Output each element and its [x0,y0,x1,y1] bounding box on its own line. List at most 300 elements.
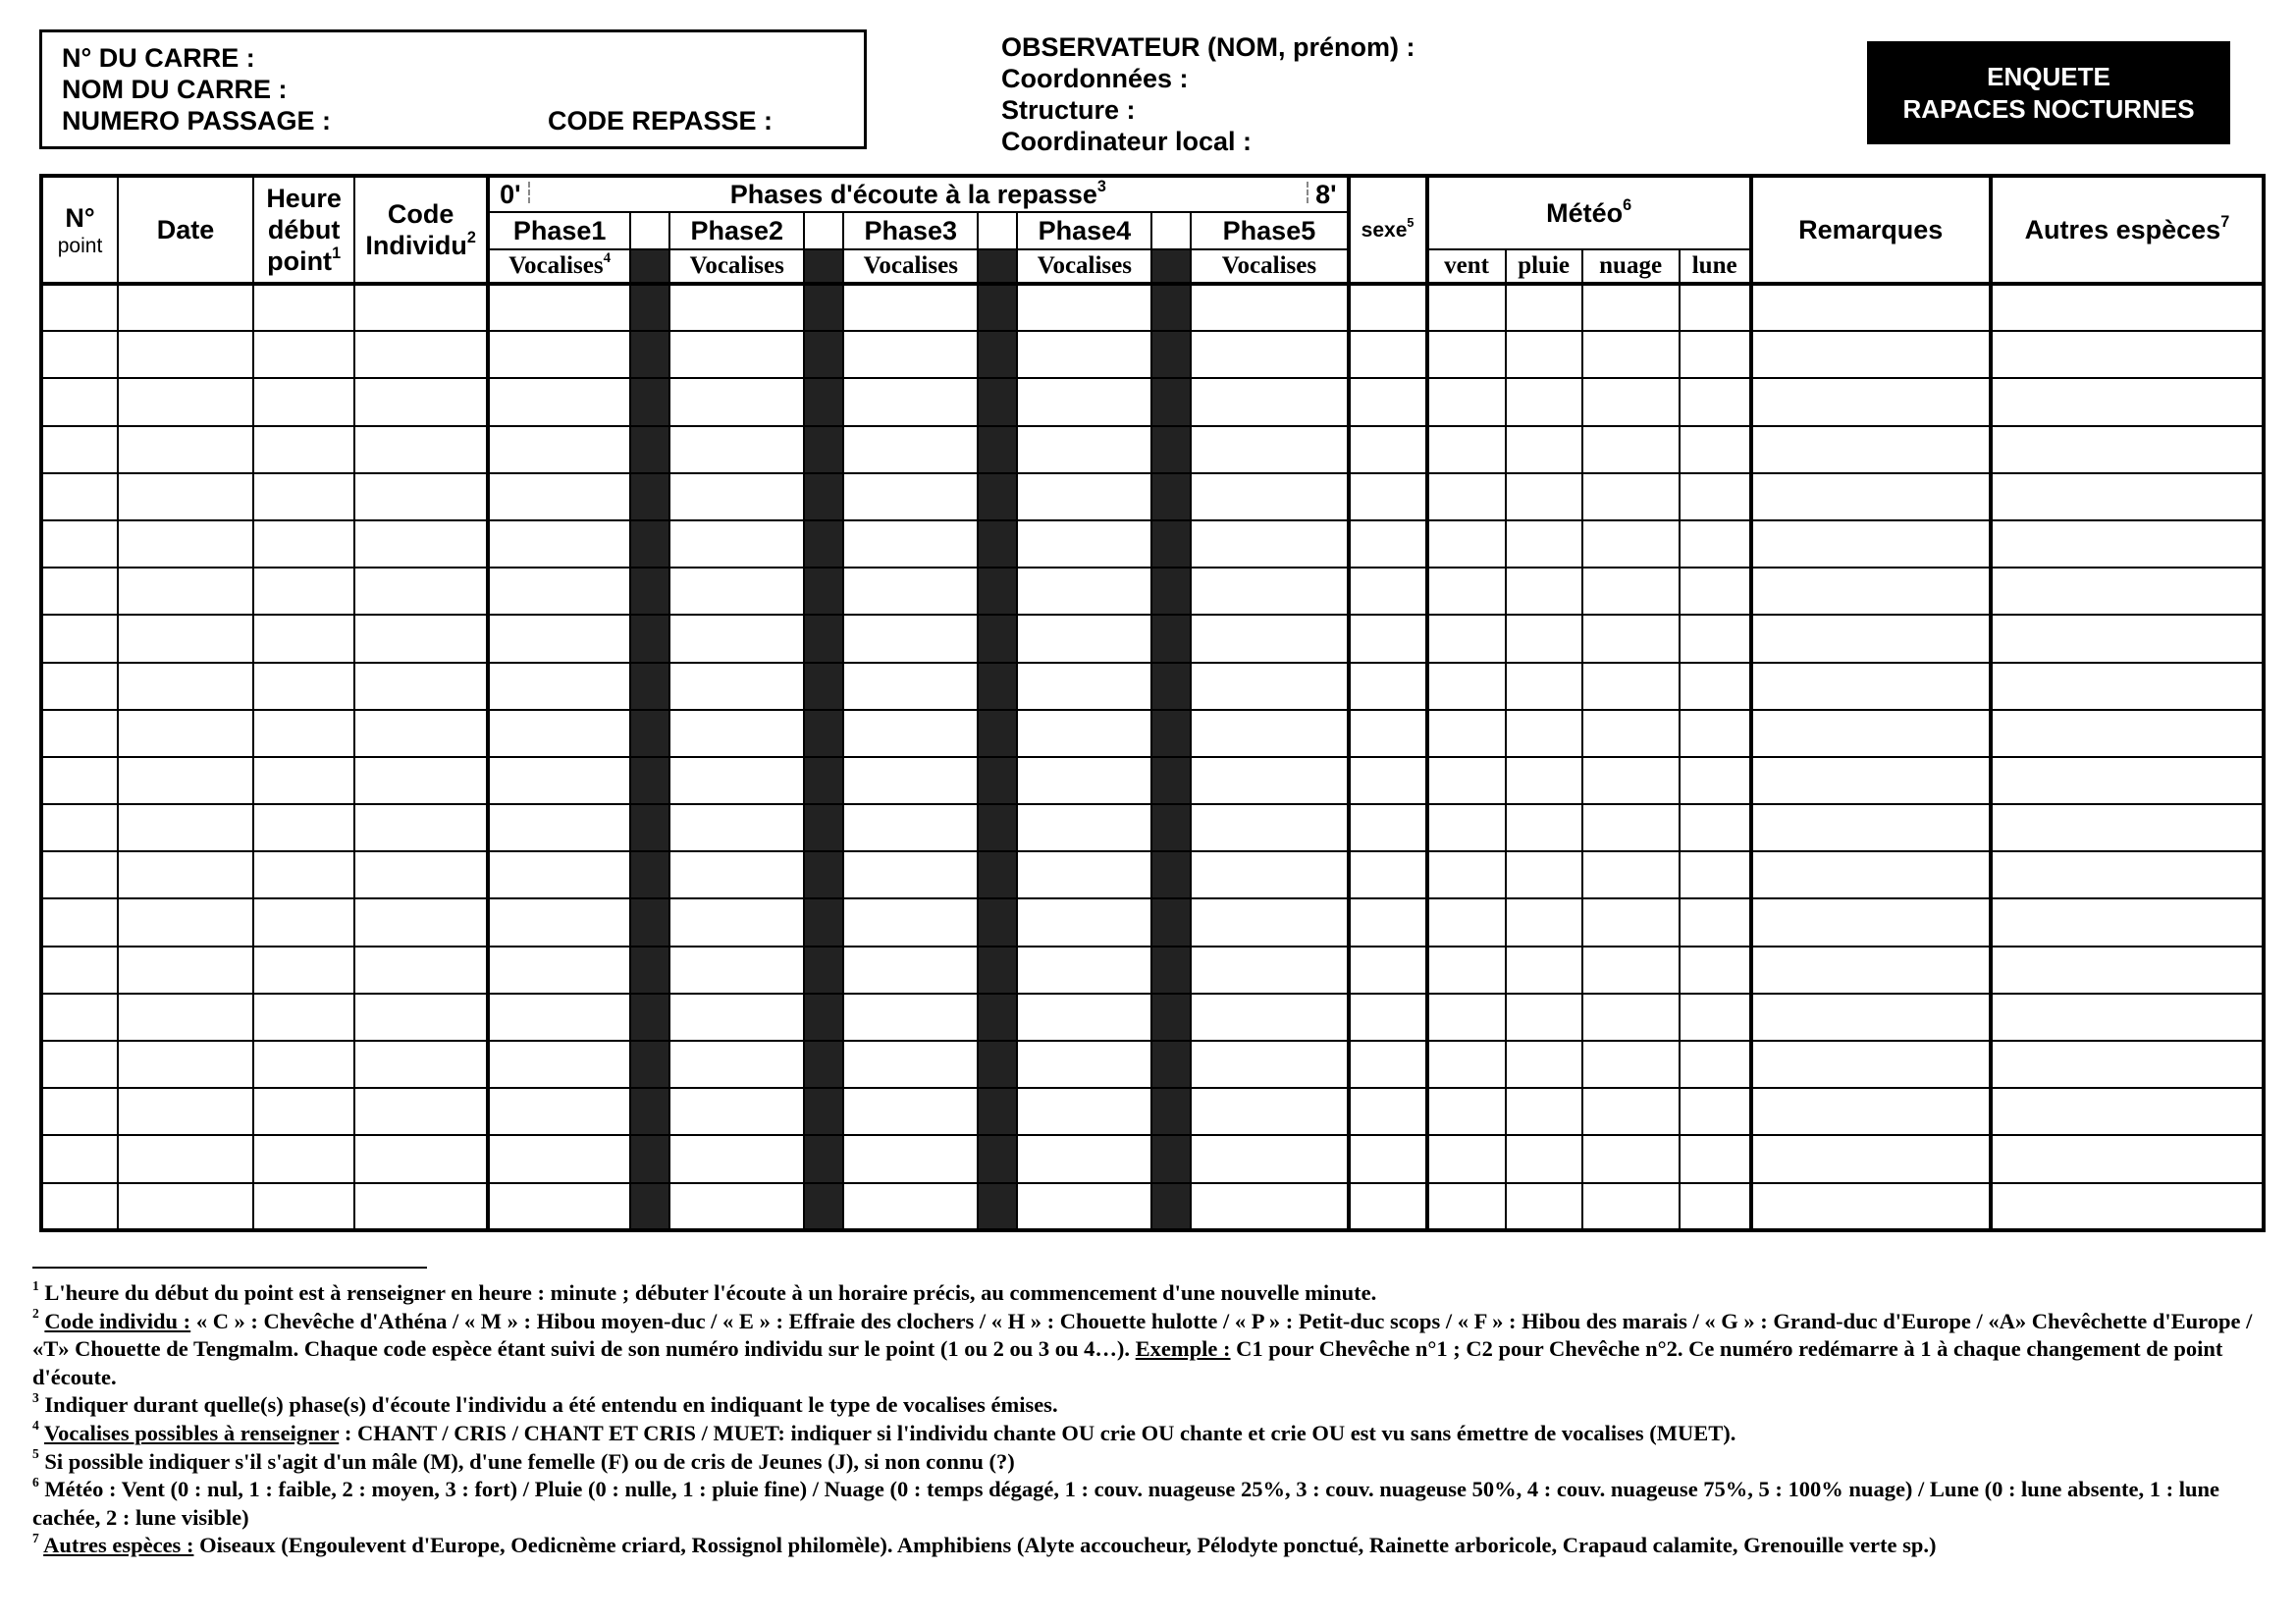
entry-cell[interactable] [669,710,804,757]
entry-cell[interactable] [1506,1088,1582,1135]
entry-cell[interactable] [1680,663,1751,710]
entry-cell[interactable] [488,378,630,425]
entry-cell[interactable] [41,378,118,425]
entry-cell[interactable] [1349,804,1427,851]
entry-cell[interactable] [1680,331,1751,378]
entry-cell[interactable] [1017,615,1151,662]
entry-cell[interactable] [41,663,118,710]
entry-cell[interactable] [1349,757,1427,804]
entry-cell[interactable] [1427,615,1506,662]
entry-cell[interactable] [253,994,354,1041]
entry-cell[interactable] [1017,1183,1151,1230]
entry-cell[interactable] [669,1088,804,1135]
entry-cell[interactable] [354,1183,488,1230]
entry-cell[interactable] [843,284,978,331]
entry-cell[interactable] [41,426,118,473]
entry-cell[interactable] [1506,520,1582,568]
entry-cell[interactable] [41,757,118,804]
entry-cell[interactable] [1582,851,1680,898]
entry-cell[interactable] [1017,757,1151,804]
entry-cell[interactable] [843,1041,978,1088]
entry-cell[interactable] [1506,757,1582,804]
entry-cell[interactable] [1582,284,1680,331]
entry-cell[interactable] [41,473,118,520]
entry-cell[interactable] [253,710,354,757]
entry-cell[interactable] [1017,1041,1151,1088]
entry-cell[interactable] [354,378,488,425]
entry-cell[interactable] [1017,663,1151,710]
entry-cell[interactable] [1349,426,1427,473]
entry-cell[interactable] [1582,663,1680,710]
entry-cell[interactable] [1582,473,1680,520]
entry-cell[interactable] [1506,710,1582,757]
entry-cell[interactable] [1751,757,1991,804]
entry-cell[interactable] [354,994,488,1041]
entry-cell[interactable] [1506,331,1582,378]
entry-cell[interactable] [669,757,804,804]
entry-cell[interactable] [1349,615,1427,662]
entry-cell[interactable] [1991,1183,2264,1230]
entry-cell[interactable] [843,1183,978,1230]
entry-cell[interactable] [1349,1135,1427,1182]
entry-cell[interactable] [1191,851,1348,898]
entry-cell[interactable] [488,473,630,520]
entry-cell[interactable] [1582,520,1680,568]
entry-cell[interactable] [1349,851,1427,898]
entry-cell[interactable] [1751,804,1991,851]
entry-cell[interactable] [253,568,354,615]
entry-cell[interactable] [488,994,630,1041]
entry-cell[interactable] [1991,378,2264,425]
entry-cell[interactable] [1506,1183,1582,1230]
entry-cell[interactable] [1349,663,1427,710]
entry-cell[interactable] [1582,426,1680,473]
entry-cell[interactable] [253,1183,354,1230]
entry-cell[interactable] [488,804,630,851]
entry-cell[interactable] [1991,851,2264,898]
entry-cell[interactable] [1751,1135,1991,1182]
entry-cell[interactable] [1017,1088,1151,1135]
entry-cell[interactable] [1191,710,1348,757]
entry-cell[interactable] [669,1041,804,1088]
entry-cell[interactable] [1017,804,1151,851]
entry-cell[interactable] [1680,615,1751,662]
entry-cell[interactable] [488,710,630,757]
entry-cell[interactable] [1506,804,1582,851]
entry-cell[interactable] [1191,757,1348,804]
entry-cell[interactable] [1751,520,1991,568]
entry-cell[interactable] [118,663,253,710]
entry-cell[interactable] [669,1135,804,1182]
entry-cell[interactable] [118,378,253,425]
entry-cell[interactable] [1506,663,1582,710]
entry-cell[interactable] [354,568,488,615]
entry-cell[interactable] [1506,378,1582,425]
entry-cell[interactable] [488,947,630,994]
entry-cell[interactable] [118,851,253,898]
entry-cell[interactable] [1991,1135,2264,1182]
entry-cell[interactable] [1191,473,1348,520]
entry-cell[interactable] [1751,615,1991,662]
entry-cell[interactable] [1582,947,1680,994]
entry-cell[interactable] [1751,710,1991,757]
entry-cell[interactable] [253,520,354,568]
entry-cell[interactable] [1751,947,1991,994]
entry-cell[interactable] [669,1183,804,1230]
entry-cell[interactable] [41,331,118,378]
entry-cell[interactable] [1991,615,2264,662]
entry-cell[interactable] [1427,426,1506,473]
entry-cell[interactable] [354,804,488,851]
entry-cell[interactable] [1680,804,1751,851]
entry-cell[interactable] [1751,284,1991,331]
entry-cell[interactable] [41,1088,118,1135]
entry-cell[interactable] [253,615,354,662]
entry-cell[interactable] [843,710,978,757]
entry-cell[interactable] [669,994,804,1041]
entry-cell[interactable] [41,898,118,946]
entry-cell[interactable] [253,947,354,994]
entry-cell[interactable] [1506,284,1582,331]
entry-cell[interactable] [843,473,978,520]
entry-cell[interactable] [118,520,253,568]
entry-cell[interactable] [1191,898,1348,946]
entry-cell[interactable] [118,1041,253,1088]
entry-cell[interactable] [1582,1135,1680,1182]
entry-cell[interactable] [253,898,354,946]
entry-cell[interactable] [1017,1135,1151,1182]
entry-cell[interactable] [1680,1135,1751,1182]
entry-cell[interactable] [843,1088,978,1135]
entry-cell[interactable] [1191,378,1348,425]
entry-cell[interactable] [1991,426,2264,473]
entry-cell[interactable] [1017,947,1151,994]
entry-cell[interactable] [488,663,630,710]
entry-cell[interactable] [1427,520,1506,568]
entry-cell[interactable] [1427,663,1506,710]
entry-cell[interactable] [1680,378,1751,425]
entry-cell[interactable] [669,426,804,473]
entry-cell[interactable] [354,663,488,710]
entry-cell[interactable] [1751,426,1991,473]
entry-cell[interactable] [1427,898,1506,946]
entry-cell[interactable] [1349,331,1427,378]
entry-cell[interactable] [1680,568,1751,615]
entry-cell[interactable] [1680,284,1751,331]
entry-cell[interactable] [488,757,630,804]
entry-cell[interactable] [1506,994,1582,1041]
entry-cell[interactable] [669,615,804,662]
entry-cell[interactable] [1191,520,1348,568]
entry-cell[interactable] [843,994,978,1041]
entry-cell[interactable] [118,284,253,331]
entry-cell[interactable] [1349,994,1427,1041]
entry-cell[interactable] [1991,331,2264,378]
entry-cell[interactable] [669,378,804,425]
entry-cell[interactable] [1349,947,1427,994]
entry-cell[interactable] [1506,473,1582,520]
entry-cell[interactable] [1506,898,1582,946]
entry-cell[interactable] [1751,994,1991,1041]
entry-cell[interactable] [1680,473,1751,520]
entry-cell[interactable] [1427,284,1506,331]
entry-cell[interactable] [1991,757,2264,804]
entry-cell[interactable] [1680,947,1751,994]
entry-cell[interactable] [843,331,978,378]
entry-cell[interactable] [354,1041,488,1088]
entry-cell[interactable] [669,947,804,994]
entry-cell[interactable] [1427,710,1506,757]
entry-cell[interactable] [41,284,118,331]
entry-cell[interactable] [843,757,978,804]
entry-cell[interactable] [1680,426,1751,473]
entry-cell[interactable] [1017,520,1151,568]
entry-cell[interactable] [843,947,978,994]
entry-cell[interactable] [1427,331,1506,378]
entry-cell[interactable] [1991,520,2264,568]
entry-cell[interactable] [1582,331,1680,378]
entry-cell[interactable] [1751,473,1991,520]
entry-cell[interactable] [253,1041,354,1088]
entry-cell[interactable] [354,1088,488,1135]
entry-cell[interactable] [1427,568,1506,615]
entry-cell[interactable] [1191,1088,1348,1135]
entry-cell[interactable] [1017,378,1151,425]
entry-cell[interactable] [1991,663,2264,710]
entry-cell[interactable] [669,473,804,520]
entry-cell[interactable] [1427,804,1506,851]
entry-cell[interactable] [1349,1183,1427,1230]
entry-cell[interactable] [41,1135,118,1182]
entry-cell[interactable] [41,851,118,898]
entry-cell[interactable] [1017,851,1151,898]
entry-cell[interactable] [843,663,978,710]
entry-cell[interactable] [669,331,804,378]
entry-cell[interactable] [1017,898,1151,946]
entry-cell[interactable] [488,426,630,473]
entry-cell[interactable] [669,663,804,710]
entry-cell[interactable] [118,1183,253,1230]
entry-cell[interactable] [669,568,804,615]
entry-cell[interactable] [488,568,630,615]
entry-cell[interactable] [1751,663,1991,710]
entry-cell[interactable] [1191,426,1348,473]
entry-cell[interactable] [354,947,488,994]
entry-cell[interactable] [1191,947,1348,994]
entry-cell[interactable] [41,1041,118,1088]
entry-cell[interactable] [1349,568,1427,615]
entry-cell[interactable] [1506,568,1582,615]
entry-cell[interactable] [488,1183,630,1230]
entry-cell[interactable] [488,331,630,378]
entry-cell[interactable] [1191,1041,1348,1088]
entry-cell[interactable] [41,1183,118,1230]
entry-cell[interactable] [354,898,488,946]
entry-cell[interactable] [1017,473,1151,520]
entry-cell[interactable] [488,520,630,568]
entry-cell[interactable] [1349,378,1427,425]
entry-cell[interactable] [1349,898,1427,946]
entry-cell[interactable] [1751,1041,1991,1088]
entry-cell[interactable] [1191,994,1348,1041]
entry-cell[interactable] [1427,1135,1506,1182]
entry-cell[interactable] [1991,898,2264,946]
entry-cell[interactable] [253,331,354,378]
entry-cell[interactable] [669,284,804,331]
entry-cell[interactable] [118,1088,253,1135]
entry-cell[interactable] [843,378,978,425]
entry-cell[interactable] [253,1135,354,1182]
entry-cell[interactable] [1991,1088,2264,1135]
entry-cell[interactable] [1427,1183,1506,1230]
entry-cell[interactable] [354,851,488,898]
entry-cell[interactable] [118,710,253,757]
entry-cell[interactable] [1582,994,1680,1041]
entry-cell[interactable] [1017,284,1151,331]
entry-cell[interactable] [1427,994,1506,1041]
entry-cell[interactable] [1751,1183,1991,1230]
entry-cell[interactable] [1680,1183,1751,1230]
entry-cell[interactable] [669,804,804,851]
entry-cell[interactable] [1017,710,1151,757]
entry-cell[interactable] [1991,1041,2264,1088]
entry-cell[interactable] [1191,568,1348,615]
entry-cell[interactable] [354,1135,488,1182]
entry-cell[interactable] [1506,615,1582,662]
entry-cell[interactable] [1751,898,1991,946]
entry-cell[interactable] [253,663,354,710]
entry-cell[interactable] [41,520,118,568]
entry-cell[interactable] [843,804,978,851]
entry-cell[interactable] [253,426,354,473]
entry-cell[interactable] [41,947,118,994]
entry-cell[interactable] [1680,520,1751,568]
entry-cell[interactable] [118,804,253,851]
entry-cell[interactable] [1582,1088,1680,1135]
entry-cell[interactable] [669,898,804,946]
entry-cell[interactable] [1582,615,1680,662]
entry-cell[interactable] [1191,663,1348,710]
entry-cell[interactable] [488,1135,630,1182]
entry-cell[interactable] [1506,426,1582,473]
entry-cell[interactable] [1991,994,2264,1041]
entry-cell[interactable] [843,568,978,615]
entry-cell[interactable] [1582,898,1680,946]
entry-cell[interactable] [118,473,253,520]
entry-cell[interactable] [1191,1135,1348,1182]
entry-cell[interactable] [1349,710,1427,757]
entry-cell[interactable] [253,757,354,804]
entry-cell[interactable] [1751,568,1991,615]
entry-cell[interactable] [843,851,978,898]
entry-cell[interactable] [1751,331,1991,378]
entry-cell[interactable] [1191,1183,1348,1230]
entry-cell[interactable] [1582,710,1680,757]
entry-cell[interactable] [118,757,253,804]
entry-cell[interactable] [1191,615,1348,662]
entry-cell[interactable] [118,947,253,994]
entry-cell[interactable] [1582,1041,1680,1088]
entry-cell[interactable] [1427,1088,1506,1135]
entry-cell[interactable] [1506,947,1582,994]
entry-cell[interactable] [41,568,118,615]
entry-cell[interactable] [253,473,354,520]
entry-cell[interactable] [354,473,488,520]
entry-cell[interactable] [118,615,253,662]
entry-cell[interactable] [1427,378,1506,425]
entry-cell[interactable] [253,1088,354,1135]
entry-cell[interactable] [1582,568,1680,615]
entry-cell[interactable] [1427,757,1506,804]
entry-cell[interactable] [118,1135,253,1182]
entry-cell[interactable] [1017,426,1151,473]
entry-cell[interactable] [1991,568,2264,615]
entry-cell[interactable] [1191,804,1348,851]
entry-cell[interactable] [118,331,253,378]
entry-cell[interactable] [253,804,354,851]
entry-cell[interactable] [1680,1041,1751,1088]
entry-cell[interactable] [354,284,488,331]
entry-cell[interactable] [1582,1183,1680,1230]
entry-cell[interactable] [843,615,978,662]
entry-cell[interactable] [1680,994,1751,1041]
entry-cell[interactable] [488,615,630,662]
entry-cell[interactable] [253,378,354,425]
entry-cell[interactable] [1427,947,1506,994]
entry-cell[interactable] [1582,378,1680,425]
entry-cell[interactable] [1349,520,1427,568]
entry-cell[interactable] [41,994,118,1041]
entry-cell[interactable] [41,804,118,851]
entry-cell[interactable] [1427,1041,1506,1088]
entry-cell[interactable] [1751,378,1991,425]
entry-cell[interactable] [1427,851,1506,898]
entry-cell[interactable] [1582,757,1680,804]
entry-cell[interactable] [118,898,253,946]
entry-cell[interactable] [354,426,488,473]
entry-cell[interactable] [1991,947,2264,994]
entry-cell[interactable] [843,1135,978,1182]
entry-cell[interactable] [1991,710,2264,757]
entry-cell[interactable] [488,284,630,331]
entry-cell[interactable] [253,851,354,898]
entry-cell[interactable] [354,710,488,757]
entry-cell[interactable] [1582,804,1680,851]
entry-cell[interactable] [1506,1041,1582,1088]
entry-cell[interactable] [1349,1041,1427,1088]
entry-cell[interactable] [488,898,630,946]
entry-cell[interactable] [354,757,488,804]
entry-cell[interactable] [118,568,253,615]
entry-cell[interactable] [354,331,488,378]
entry-cell[interactable] [1680,757,1751,804]
entry-cell[interactable] [1191,284,1348,331]
entry-cell[interactable] [488,1088,630,1135]
entry-cell[interactable] [1017,331,1151,378]
entry-cell[interactable] [253,284,354,331]
entry-cell[interactable] [1991,804,2264,851]
entry-cell[interactable] [41,710,118,757]
entry-cell[interactable] [1349,284,1427,331]
entry-cell[interactable] [1991,284,2264,331]
entry-cell[interactable] [488,1041,630,1088]
entry-cell[interactable] [1751,1088,1991,1135]
entry-cell[interactable] [1349,1088,1427,1135]
entry-cell[interactable] [843,898,978,946]
entry-cell[interactable] [41,615,118,662]
entry-cell[interactable] [1680,1088,1751,1135]
entry-cell[interactable] [118,426,253,473]
